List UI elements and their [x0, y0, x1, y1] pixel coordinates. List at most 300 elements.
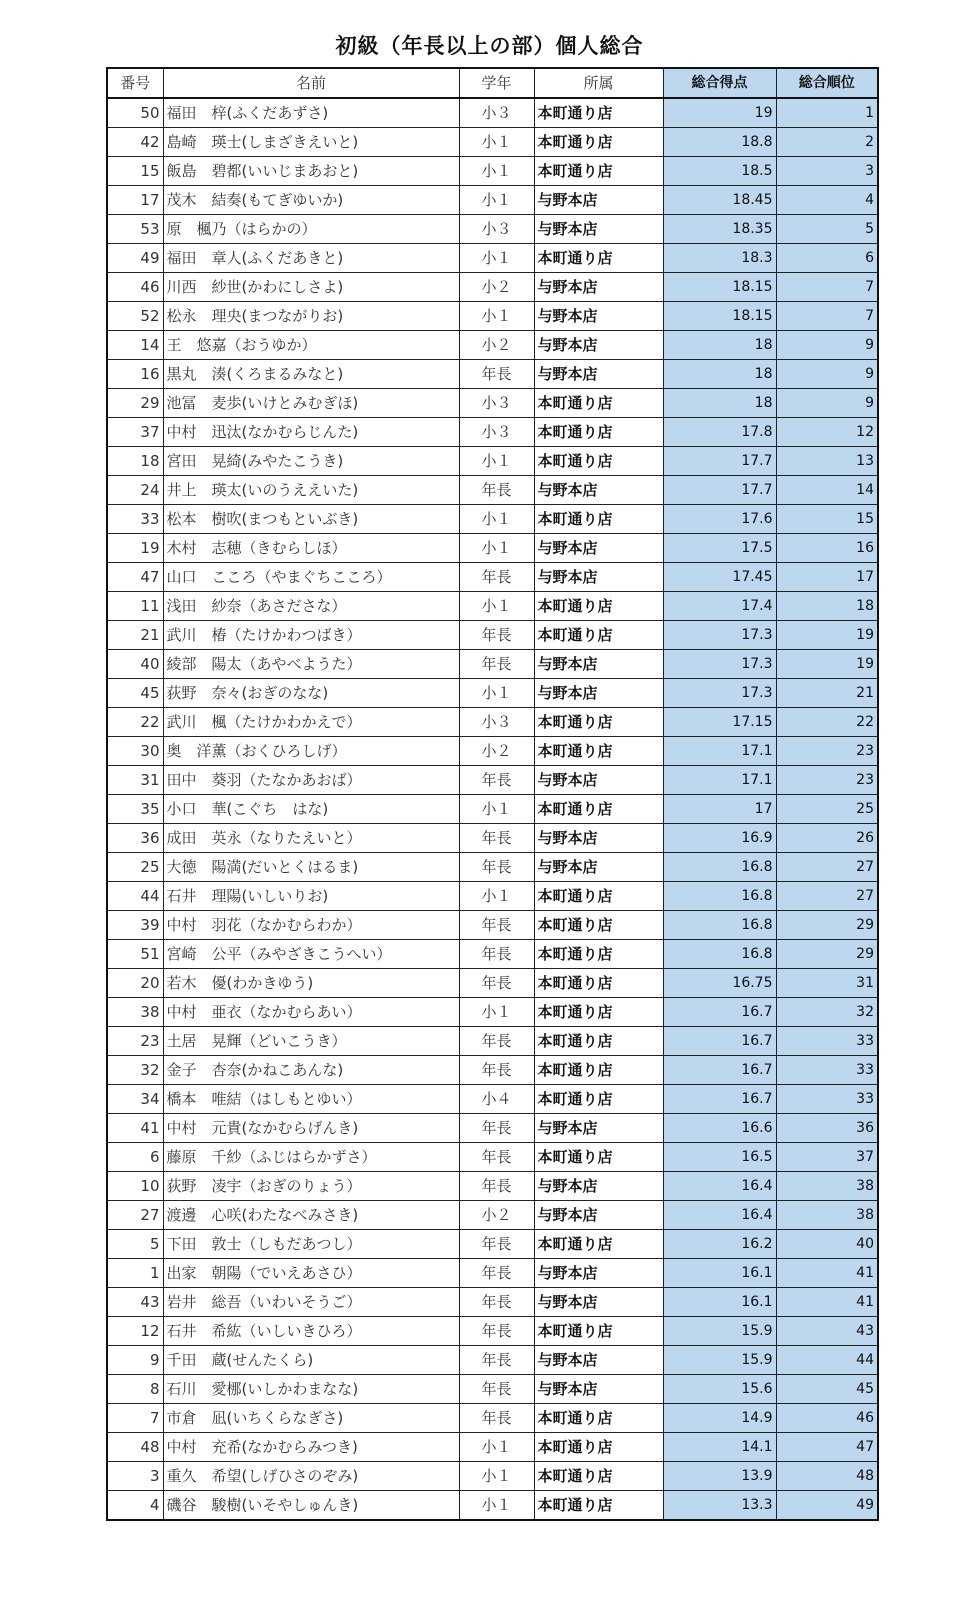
cell-total-rank: 31	[776, 969, 878, 998]
cell-total-score: 18	[663, 331, 776, 360]
cell-grade: 小１	[459, 679, 534, 708]
table-row	[107, 940, 878, 969]
cell-name: 中村 亜衣（なかむらあい）	[163, 998, 459, 1027]
cell-total-rank: 23	[776, 766, 878, 795]
cell-grade: 小１	[459, 534, 534, 563]
cell-total-rank: 22	[776, 708, 878, 737]
table-row	[107, 273, 878, 302]
cell-total-score: 16.8	[663, 940, 776, 969]
cell-grade: 小１	[459, 447, 534, 476]
cell-total-score: 17	[663, 795, 776, 824]
cell-total-score: 15.9	[663, 1317, 776, 1346]
table-header-row	[107, 68, 878, 98]
cell-number: 21	[107, 621, 163, 650]
cell-number: 30	[107, 737, 163, 766]
table-row	[107, 244, 878, 273]
cell-total-score: 18.3	[663, 244, 776, 273]
table-row	[107, 621, 878, 650]
cell-number: 50	[107, 98, 163, 128]
cell-grade: 小３	[459, 708, 534, 737]
cell-number: 39	[107, 911, 163, 940]
cell-name: 池冨 麦歩(いけとみむぎほ)	[163, 389, 459, 418]
cell-affiliation: 与野本店	[534, 534, 663, 563]
cell-name: 千田 蔵(せんたくら)	[163, 1346, 459, 1375]
cell-total-score: 18.15	[663, 273, 776, 302]
cell-name: 川西 紗世(かわにしさよ)	[163, 273, 459, 302]
cell-affiliation: 本町通り店	[534, 244, 663, 273]
cell-name: 岩井 総吾（いわいそうご）	[163, 1288, 459, 1317]
cell-name: 松永 理央(まつながりお)	[163, 302, 459, 331]
cell-number: 22	[107, 708, 163, 737]
cell-total-rank: 33	[776, 1027, 878, 1056]
cell-number: 47	[107, 563, 163, 592]
table-row	[107, 737, 878, 766]
cell-total-score: 17.3	[663, 650, 776, 679]
cell-total-score: 16.7	[663, 998, 776, 1027]
cell-total-rank: 25	[776, 795, 878, 824]
cell-number: 36	[107, 824, 163, 853]
cell-total-rank: 48	[776, 1462, 878, 1491]
cell-grade: 小３	[459, 98, 534, 128]
cell-total-score: 16.75	[663, 969, 776, 998]
cell-total-rank: 2	[776, 128, 878, 157]
cell-total-rank: 27	[776, 853, 878, 882]
cell-affiliation: 本町通り店	[534, 447, 663, 476]
cell-name: 石井 理陽(いしいりお)	[163, 882, 459, 911]
cell-affiliation: 本町通り店	[534, 1404, 663, 1433]
cell-total-rank: 33	[776, 1056, 878, 1085]
cell-grade: 年長	[459, 360, 534, 389]
cell-grade: 小１	[459, 998, 534, 1027]
cell-name: 小口 華(こぐち はな)	[163, 795, 459, 824]
cell-total-score: 17.15	[663, 708, 776, 737]
cell-total-score: 18.5	[663, 157, 776, 186]
cell-total-score: 16.8	[663, 853, 776, 882]
cell-total-score: 17.4	[663, 592, 776, 621]
cell-grade: 小１	[459, 157, 534, 186]
cell-number: 29	[107, 389, 163, 418]
cell-number: 51	[107, 940, 163, 969]
cell-affiliation: 与野本店	[534, 186, 663, 215]
table-row	[107, 98, 878, 128]
cell-grade: 年長	[459, 1259, 534, 1288]
cell-grade: 年長	[459, 1346, 534, 1375]
table-row	[107, 505, 878, 534]
table-row	[107, 882, 878, 911]
cell-number: 52	[107, 302, 163, 331]
cell-total-rank: 47	[776, 1433, 878, 1462]
table-row	[107, 708, 878, 737]
cell-grade: 小１	[459, 1433, 534, 1462]
cell-affiliation: 本町通り店	[534, 1085, 663, 1114]
cell-number: 53	[107, 215, 163, 244]
results-table	[106, 67, 879, 1521]
cell-grade: 小４	[459, 1085, 534, 1114]
cell-grade: 年長	[459, 1114, 534, 1143]
cell-name: 井上 瑛太(いのうええいた)	[163, 476, 459, 505]
cell-affiliation: 与野本店	[534, 1114, 663, 1143]
cell-total-score: 16.4	[663, 1201, 776, 1230]
table-row	[107, 1201, 878, 1230]
cell-affiliation: 与野本店	[534, 824, 663, 853]
cell-name: 黒丸 湊(くろまるみなと)	[163, 360, 459, 389]
cell-total-score: 16.1	[663, 1259, 776, 1288]
cell-total-score: 16.7	[663, 1085, 776, 1114]
cell-name: 中村 羽花（なかむらわか）	[163, 911, 459, 940]
cell-total-rank: 7	[776, 302, 878, 331]
cell-grade: 小３	[459, 389, 534, 418]
cell-grade: 小２	[459, 273, 534, 302]
cell-grade: 小１	[459, 186, 534, 215]
cell-total-rank: 6	[776, 244, 878, 273]
cell-name: 荻野 凌宇（おぎのりょう）	[163, 1172, 459, 1201]
cell-name: 下田 敦士（しもだあつし）	[163, 1230, 459, 1259]
cell-affiliation: 与野本店	[534, 215, 663, 244]
cell-name: 松本 樹吹(まつもといぶき)	[163, 505, 459, 534]
cell-affiliation: 本町通り店	[534, 1056, 663, 1085]
cell-total-score: 16.4	[663, 1172, 776, 1201]
cell-number: 37	[107, 418, 163, 447]
cell-total-score: 16.5	[663, 1143, 776, 1172]
cell-affiliation: 与野本店	[534, 1201, 663, 1230]
header-total-rank: 総合順位	[776, 68, 878, 98]
cell-grade: 小１	[459, 1491, 534, 1521]
cell-total-rank: 29	[776, 940, 878, 969]
cell-name: 武川 楓（たけかわかえで）	[163, 708, 459, 737]
cell-total-score: 17.7	[663, 447, 776, 476]
cell-total-rank: 12	[776, 418, 878, 447]
cell-total-score: 17.6	[663, 505, 776, 534]
cell-grade: 小１	[459, 302, 534, 331]
cell-total-score: 13.3	[663, 1491, 776, 1521]
cell-number: 41	[107, 1114, 163, 1143]
cell-total-rank: 27	[776, 882, 878, 911]
cell-name: 島崎 瑛士(しまざきえいと)	[163, 128, 459, 157]
cell-affiliation: 本町通り店	[534, 1317, 663, 1346]
cell-total-rank: 17	[776, 563, 878, 592]
cell-total-score: 18.15	[663, 302, 776, 331]
table-row	[107, 911, 878, 940]
cell-grade: 年長	[459, 824, 534, 853]
table-row	[107, 1288, 878, 1317]
cell-grade: 年長	[459, 1404, 534, 1433]
cell-total-score: 16.7	[663, 1056, 776, 1085]
cell-affiliation: 本町通り店	[534, 882, 663, 911]
cell-number: 49	[107, 244, 163, 273]
cell-total-score: 16.1	[663, 1288, 776, 1317]
cell-number: 25	[107, 853, 163, 882]
cell-total-rank: 18	[776, 592, 878, 621]
cell-number: 27	[107, 1201, 163, 1230]
cell-affiliation: 本町通り店	[534, 621, 663, 650]
cell-name: 宮崎 公平（みやざきこうへい）	[163, 940, 459, 969]
cell-affiliation: 本町通り店	[534, 940, 663, 969]
cell-grade: 年長	[459, 766, 534, 795]
cell-total-score: 17.8	[663, 418, 776, 447]
cell-total-rank: 15	[776, 505, 878, 534]
cell-grade: 年長	[459, 1230, 534, 1259]
cell-number: 45	[107, 679, 163, 708]
cell-grade: 年長	[459, 650, 534, 679]
cell-grade: 年長	[459, 1288, 534, 1317]
cell-total-rank: 44	[776, 1346, 878, 1375]
table-row	[107, 331, 878, 360]
table-row	[107, 679, 878, 708]
cell-total-score: 17.1	[663, 766, 776, 795]
cell-total-rank: 43	[776, 1317, 878, 1346]
table-body	[107, 98, 878, 1520]
cell-total-rank: 41	[776, 1288, 878, 1317]
table-row	[107, 766, 878, 795]
cell-name: 綾部 陽太（あやべようた）	[163, 650, 459, 679]
cell-total-score: 16.7	[663, 1027, 776, 1056]
cell-number: 10	[107, 1172, 163, 1201]
table-row	[107, 853, 878, 882]
cell-grade: 年長	[459, 911, 534, 940]
cell-affiliation: 与野本店	[534, 1288, 663, 1317]
cell-name: 福田 梓(ふくだあずさ)	[163, 98, 459, 128]
cell-name: 藤原 千紗（ふじはらかずさ）	[163, 1143, 459, 1172]
cell-grade: 年長	[459, 621, 534, 650]
cell-number: 7	[107, 1404, 163, 1433]
cell-total-score: 17.7	[663, 476, 776, 505]
cell-grade: 年長	[459, 476, 534, 505]
page-title: 初級（年長以上の部）個人総合	[335, 34, 644, 58]
cell-total-rank: 26	[776, 824, 878, 853]
cell-name: 渡邊 心咲(わたなべみさき)	[163, 1201, 459, 1230]
cell-affiliation: 与野本店	[534, 302, 663, 331]
cell-total-rank: 38	[776, 1172, 878, 1201]
cell-total-score: 17.3	[663, 621, 776, 650]
cell-total-score: 15.9	[663, 1346, 776, 1375]
table-row	[107, 1230, 878, 1259]
cell-name: 浅田 紗奈（あさださな）	[163, 592, 459, 621]
table-row	[107, 1462, 878, 1491]
cell-number: 14	[107, 331, 163, 360]
cell-name: 土居 晃輝（どいこうき）	[163, 1027, 459, 1056]
cell-grade: 年長	[459, 1027, 534, 1056]
cell-total-rank: 19	[776, 621, 878, 650]
cell-affiliation: 本町通り店	[534, 1143, 663, 1172]
cell-total-rank: 45	[776, 1375, 878, 1404]
table-row	[107, 1085, 878, 1114]
cell-name: 茂木 結奏(もてぎゆいか)	[163, 186, 459, 215]
cell-number: 3	[107, 1462, 163, 1491]
cell-affiliation: 本町通り店	[534, 969, 663, 998]
cell-number: 1	[107, 1259, 163, 1288]
cell-number: 34	[107, 1085, 163, 1114]
cell-total-score: 18.45	[663, 186, 776, 215]
cell-total-score: 18	[663, 360, 776, 389]
cell-name: 宮田 晃綺(みやたこうき)	[163, 447, 459, 476]
table-row	[107, 1375, 878, 1404]
cell-number: 15	[107, 157, 163, 186]
cell-total-rank: 3	[776, 157, 878, 186]
cell-total-score: 16.8	[663, 911, 776, 940]
cell-name: 中村 充希(なかむらみつき)	[163, 1433, 459, 1462]
cell-grade: 小３	[459, 418, 534, 447]
cell-affiliation: 与野本店	[534, 1375, 663, 1404]
cell-total-rank: 38	[776, 1201, 878, 1230]
cell-number: 6	[107, 1143, 163, 1172]
cell-grade: 小３	[459, 215, 534, 244]
cell-total-rank: 21	[776, 679, 878, 708]
cell-number: 11	[107, 592, 163, 621]
cell-total-rank: 9	[776, 389, 878, 418]
cell-grade: 年長	[459, 1375, 534, 1404]
cell-total-rank: 13	[776, 447, 878, 476]
cell-affiliation: 与野本店	[534, 650, 663, 679]
cell-number: 35	[107, 795, 163, 824]
cell-name: 原 楓乃（はらかの）	[163, 215, 459, 244]
cell-total-score: 16.2	[663, 1230, 776, 1259]
cell-total-rank: 36	[776, 1114, 878, 1143]
cell-affiliation: 与野本店	[534, 1346, 663, 1375]
table-row	[107, 1317, 878, 1346]
cell-grade: 年長	[459, 1056, 534, 1085]
cell-number: 5	[107, 1230, 163, 1259]
cell-affiliation: 本町通り店	[534, 1491, 663, 1521]
table-row	[107, 418, 878, 447]
cell-name: 飯島 碧都(いいじまあおと)	[163, 157, 459, 186]
cell-total-rank: 14	[776, 476, 878, 505]
cell-affiliation: 本町通り店	[534, 418, 663, 447]
cell-grade: 小２	[459, 331, 534, 360]
header-grade: 学年	[459, 68, 534, 98]
cell-name: 奥 洋薫（おくひろしげ）	[163, 737, 459, 766]
cell-affiliation: 本町通り店	[534, 998, 663, 1027]
cell-number: 32	[107, 1056, 163, 1085]
cell-number: 12	[107, 1317, 163, 1346]
cell-number: 43	[107, 1288, 163, 1317]
cell-total-rank: 40	[776, 1230, 878, 1259]
cell-total-score: 19	[663, 98, 776, 128]
cell-name: 成田 英永（なりたえいと）	[163, 824, 459, 853]
header-number: 番号	[107, 68, 163, 98]
cell-affiliation: 与野本店	[534, 853, 663, 882]
cell-total-score: 14.9	[663, 1404, 776, 1433]
cell-total-rank: 23	[776, 737, 878, 766]
cell-grade: 年長	[459, 853, 534, 882]
cell-total-score: 18.8	[663, 128, 776, 157]
table-row	[107, 592, 878, 621]
table-row	[107, 302, 878, 331]
cell-number: 48	[107, 1433, 163, 1462]
header-total-score: 総合得点	[663, 68, 776, 98]
cell-total-score: 18.35	[663, 215, 776, 244]
cell-total-score: 14.1	[663, 1433, 776, 1462]
cell-total-rank: 5	[776, 215, 878, 244]
table-row	[107, 998, 878, 1027]
cell-grade: 小２	[459, 737, 534, 766]
cell-name: 山口 こころ（やまぐちこころ）	[163, 563, 459, 592]
cell-affiliation: 本町通り店	[534, 98, 663, 128]
cell-number: 23	[107, 1027, 163, 1056]
cell-name: 石井 希紘（いしいきひろ）	[163, 1317, 459, 1346]
cell-name: 重久 希望(しげひさのぞみ)	[163, 1462, 459, 1491]
cell-name: 市倉 凪(いちくらなぎさ)	[163, 1404, 459, 1433]
cell-number: 38	[107, 998, 163, 1027]
table-row	[107, 447, 878, 476]
table-row	[107, 1056, 878, 1085]
table-row	[107, 1491, 878, 1521]
cell-name: 中村 迅汰(なかむらじんた)	[163, 418, 459, 447]
table-row	[107, 563, 878, 592]
cell-total-rank: 19	[776, 650, 878, 679]
cell-total-rank: 29	[776, 911, 878, 940]
cell-affiliation: 本町通り店	[534, 592, 663, 621]
table-row	[107, 1404, 878, 1433]
cell-total-score: 13.9	[663, 1462, 776, 1491]
cell-grade: 年長	[459, 563, 534, 592]
cell-number: 4	[107, 1491, 163, 1521]
cell-affiliation: 与野本店	[534, 563, 663, 592]
cell-name: 福田 章人(ふくだあきと)	[163, 244, 459, 273]
table-row	[107, 534, 878, 563]
cell-grade: 小１	[459, 244, 534, 273]
cell-name: 田中 葵羽（たなかあおば）	[163, 766, 459, 795]
cell-number: 44	[107, 882, 163, 911]
cell-grade: 小１	[459, 795, 534, 824]
cell-grade: 年長	[459, 1317, 534, 1346]
cell-number: 19	[107, 534, 163, 563]
cell-grade: 小１	[459, 128, 534, 157]
table-row	[107, 1346, 878, 1375]
cell-name: 金子 杏奈(かねこあんな)	[163, 1056, 459, 1085]
table-row	[107, 650, 878, 679]
cell-affiliation: 与野本店	[534, 273, 663, 302]
cell-total-score: 17.45	[663, 563, 776, 592]
cell-name: 若木 優(わかきゆう)	[163, 969, 459, 998]
header-affiliation: 所属	[534, 68, 663, 98]
cell-name: 石川 愛梛(いしかわまなな)	[163, 1375, 459, 1404]
cell-total-rank: 9	[776, 331, 878, 360]
cell-number: 24	[107, 476, 163, 505]
cell-name: 荻野 奈々(おぎのなな)	[163, 679, 459, 708]
cell-total-score: 16.9	[663, 824, 776, 853]
cell-affiliation: 与野本店	[534, 1259, 663, 1288]
table-row	[107, 969, 878, 998]
cell-affiliation: 本町通り店	[534, 708, 663, 737]
cell-number: 40	[107, 650, 163, 679]
cell-affiliation: 本町通り店	[534, 1027, 663, 1056]
cell-affiliation: 本町通り店	[534, 795, 663, 824]
cell-total-rank: 1	[776, 98, 878, 128]
cell-affiliation: 与野本店	[534, 360, 663, 389]
cell-affiliation: 本町通り店	[534, 911, 663, 940]
cell-grade: 小１	[459, 592, 534, 621]
table-row	[107, 389, 878, 418]
table-row	[107, 215, 878, 244]
cell-number: 46	[107, 273, 163, 302]
cell-total-rank: 32	[776, 998, 878, 1027]
table-row	[107, 1259, 878, 1288]
cell-affiliation: 本町通り店	[534, 389, 663, 418]
cell-number: 33	[107, 505, 163, 534]
cell-number: 20	[107, 969, 163, 998]
table-row	[107, 1027, 878, 1056]
cell-affiliation: 本町通り店	[534, 1230, 663, 1259]
cell-affiliation: 与野本店	[534, 1172, 663, 1201]
cell-number: 31	[107, 766, 163, 795]
cell-total-rank: 4	[776, 186, 878, 215]
cell-name: 中村 元貴(なかむらげんき)	[163, 1114, 459, 1143]
cell-number: 42	[107, 128, 163, 157]
cell-grade: 小１	[459, 505, 534, 534]
cell-total-score: 17.1	[663, 737, 776, 766]
table-row	[107, 1114, 878, 1143]
header-name: 名前	[163, 68, 459, 98]
